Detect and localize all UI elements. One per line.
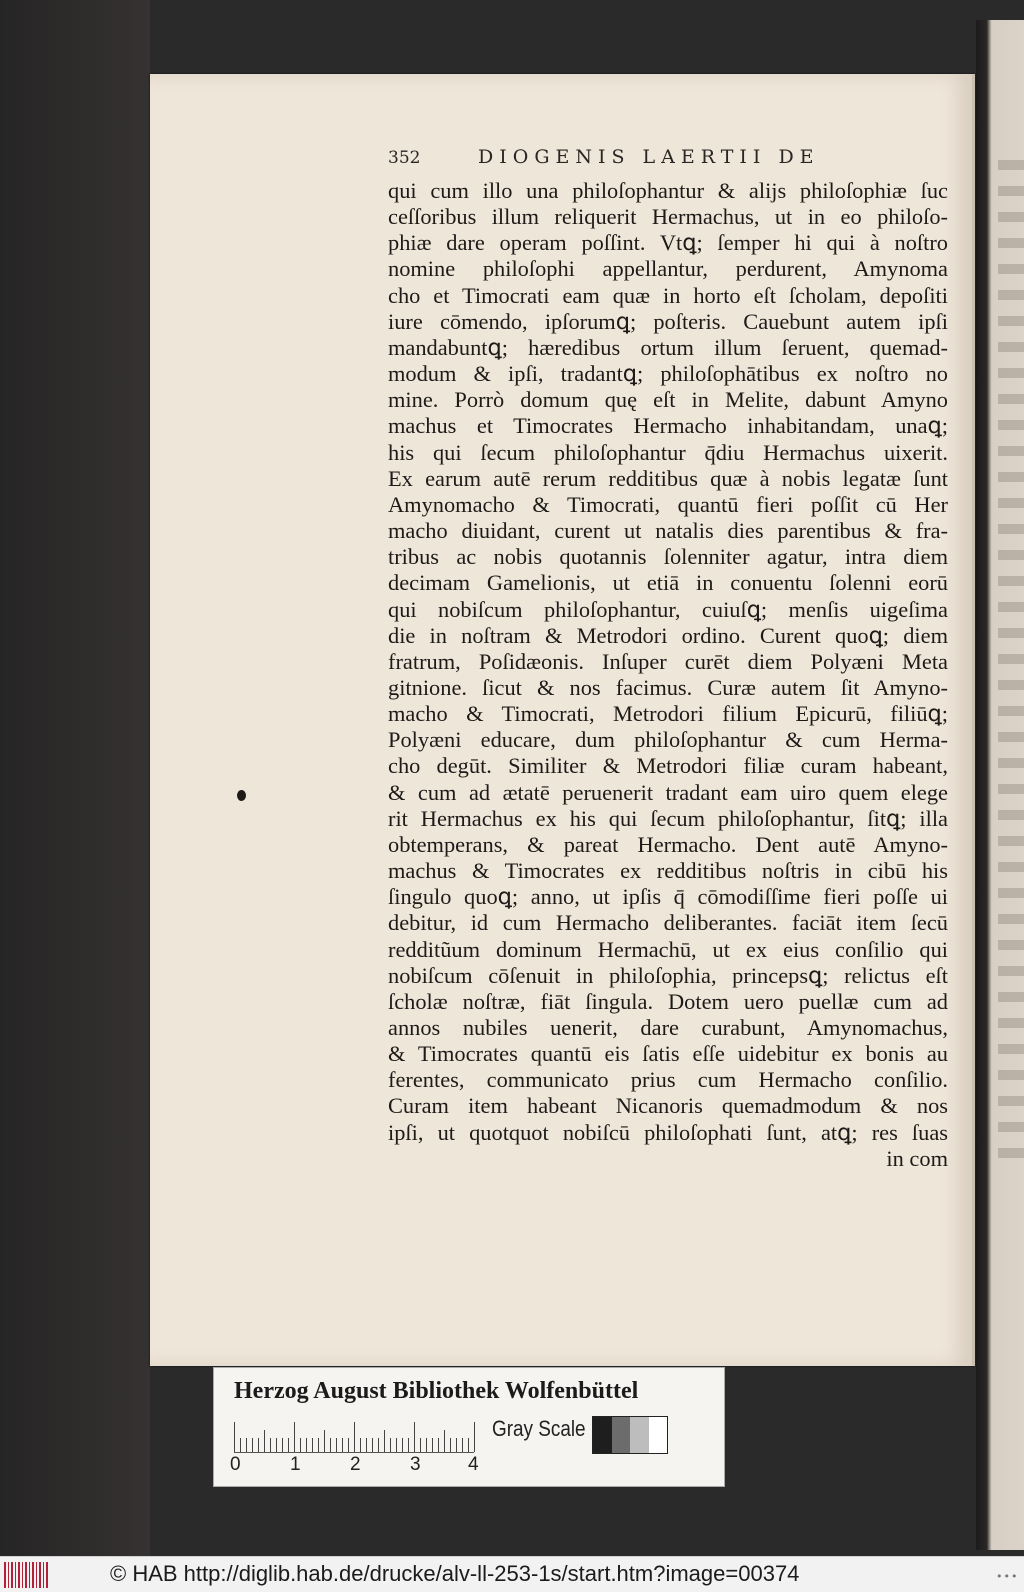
text-line: & Timocrates quantū eis ſatis eſſe uidebitur ex bonis au bbox=[388, 1041, 948, 1067]
ruler-tick bbox=[306, 1438, 307, 1452]
ruler-tick bbox=[432, 1438, 433, 1452]
ruler-tick bbox=[252, 1438, 253, 1452]
text-line: ferentes, communicato prius cum Hermacho conſilio. bbox=[388, 1067, 948, 1093]
page-number: 352 bbox=[388, 148, 421, 168]
footer-copyright-url[interactable]: © HAB http://diglib.hab.de/drucke/alv-ll-253-1s/start.htm?image=00374 bbox=[110, 1561, 800, 1586]
ruler-tick bbox=[468, 1438, 469, 1452]
text-line: modum & ipſi, tradantꝗ; philoſophātibus ex noſtro no bbox=[388, 361, 948, 387]
text-line: nobiſcum cōſenuit in philoſophia, princepsꝗ; relictus eſt bbox=[388, 962, 948, 988]
ruler-tick bbox=[270, 1438, 271, 1452]
ruler-tick bbox=[438, 1438, 439, 1452]
gray-swatch bbox=[630, 1417, 649, 1453]
text-line: macho & Timocrati, Metrodori filium Epicurū, filiūꝗ; bbox=[388, 701, 948, 727]
text-line: debitur, id cum Hermacho deliberantes. faciāt item ſecū bbox=[388, 910, 948, 936]
text-line: ſcholæ noſtræ, fiāt ſingula. Dotem uero puellæ cum ad bbox=[388, 988, 948, 1014]
text-line: mandabuntꝗ; hæredibus ortum illum ſeruent, quemad- bbox=[388, 334, 948, 360]
ruler-tick bbox=[426, 1438, 427, 1452]
text-line: Amynomacho & Timocrati, quantū fieri poſſit cū Her bbox=[388, 491, 948, 517]
ruler-tick bbox=[456, 1438, 457, 1452]
text-line: decimam Gamelionis, ut etiā in conuentu ſolenni eorū bbox=[388, 570, 948, 596]
ink-spot bbox=[237, 790, 246, 801]
ruler-tick bbox=[336, 1438, 337, 1452]
gray-scale-label: Gray Scale bbox=[492, 1416, 586, 1441]
text-line: nomine philoſophi appellantur, perdurent, Amynoma bbox=[388, 256, 948, 282]
ruler-tick bbox=[360, 1438, 361, 1452]
more-options-icon[interactable]: ••• bbox=[996, 1570, 1019, 1583]
text-line: macho diuidant, curent ut natalis dies parentibus & fra- bbox=[388, 518, 948, 544]
running-head bbox=[388, 146, 1008, 168]
ruler-tick bbox=[258, 1438, 259, 1452]
text-line: & cum ad ætatē peruenerit tradant eam uiro quem elege bbox=[388, 779, 948, 805]
text-line: Curam item habeant Nicanoris quemadmodum & nos bbox=[388, 1093, 948, 1119]
text-line: rit Hermachus ex his qui ſecum philoſophantur, ſitꝗ; illa bbox=[388, 805, 948, 831]
ruler-tick bbox=[378, 1438, 379, 1452]
ruler-tick bbox=[354, 1422, 355, 1452]
dark-background bbox=[0, 0, 150, 1556]
ruler-tick bbox=[414, 1422, 415, 1452]
ruler-baseline bbox=[234, 1452, 474, 1453]
book-page bbox=[150, 74, 975, 1366]
ruler-tick bbox=[318, 1438, 319, 1452]
ruler-number-4: 4 bbox=[468, 1454, 479, 1475]
hab-logo-icon bbox=[4, 1562, 48, 1588]
ruler-tick bbox=[324, 1430, 325, 1452]
ruler-tick bbox=[384, 1430, 385, 1452]
ruler-number-1: 1 bbox=[290, 1454, 301, 1475]
gray-swatch bbox=[649, 1417, 668, 1453]
ruler-tick bbox=[294, 1422, 295, 1452]
ruler-tick bbox=[300, 1438, 301, 1452]
text-line: cho et Timocrati eam quæ in horto eſt ſcholam, depoſiti bbox=[388, 282, 948, 308]
ruler-tick bbox=[396, 1438, 397, 1452]
ruler-tick bbox=[282, 1438, 283, 1452]
text-line: die in noſtram & Metrodori ordino. Curent quoꝗ; diem bbox=[388, 622, 948, 648]
text-line: gitnione. ſicut & nos facimus. Curæ autem ſit Amyno- bbox=[388, 674, 948, 700]
ruler-tick bbox=[348, 1438, 349, 1452]
ruler-tick bbox=[402, 1438, 403, 1452]
ruler-tick bbox=[330, 1438, 331, 1452]
ruler-tick bbox=[390, 1438, 391, 1452]
ruler-tick bbox=[366, 1438, 367, 1452]
ruler-tick bbox=[312, 1438, 313, 1452]
ruler-tick bbox=[240, 1438, 241, 1452]
ruler-tick bbox=[264, 1430, 265, 1452]
scale-ruler bbox=[234, 1416, 479, 1454]
ruler-tick bbox=[234, 1422, 235, 1452]
text-line: phiæ dare operam poſſint. Vtꝗ; ſemper hi qui à noſtro bbox=[388, 230, 948, 256]
ruler-tick bbox=[276, 1438, 277, 1452]
ruler-number-3: 3 bbox=[410, 1454, 421, 1475]
ruler-number-0: 0 bbox=[230, 1454, 241, 1475]
text-line: Polyæni educare, dum philoſophantur & cum Herma- bbox=[388, 727, 948, 753]
text-line: iure cōmendo, ipſorumꝗ; poſteris. Cauebunt autem ipſi bbox=[388, 308, 948, 334]
text-line: in com bbox=[886, 1145, 948, 1171]
footer-bar bbox=[0, 1556, 1024, 1592]
ruler-tick bbox=[288, 1438, 289, 1452]
gray-swatch bbox=[612, 1417, 631, 1453]
library-color-card bbox=[213, 1367, 725, 1487]
ruler-tick bbox=[450, 1438, 451, 1452]
text-line: Ex earum autē rerum redditibus quæ à nobis legatæ ſunt bbox=[388, 465, 948, 491]
text-line: machus & Timocrates ex redditibus noſtris in cibū his bbox=[388, 858, 948, 884]
ruler-tick bbox=[408, 1438, 409, 1452]
gray-scale-swatches bbox=[592, 1416, 668, 1454]
text-line: mine. Porrò domum quę eſt in Melite, dabunt Amyno bbox=[388, 387, 948, 413]
library-name: Herzog August Bibliothek Wolfenbüttel bbox=[234, 1378, 639, 1404]
text-line: ſingulo quoꝗ; anno, ut ipſis q̄ cōmodiſſime fieri poſſe ui bbox=[388, 884, 948, 910]
text-line: tribus ac nobis quotannis ſolenniter agatur, intra diem bbox=[388, 544, 948, 570]
ruler-tick bbox=[342, 1438, 343, 1452]
text-line: qui nobiſcum philoſophantur, cuiuſꝗ; menſis uigeſima bbox=[388, 596, 948, 622]
ruler-tick bbox=[372, 1438, 373, 1452]
text-line: fratrum, Poſidæonis. Inſuper curēt diem Polyæni Meta bbox=[388, 648, 948, 674]
ruler-tick bbox=[474, 1422, 475, 1452]
text-line: obtemperans, & pareat Hermacho. Dent autē Amyno- bbox=[388, 831, 948, 857]
ruler-tick bbox=[462, 1438, 463, 1452]
text-line: redditũum dominum Hermachū, ut ex eius conſilio qui bbox=[388, 936, 948, 962]
text-line: ceſſoribus illum reliquerit Hermachus, ut in eo philoſo- bbox=[388, 204, 948, 230]
running-title: DIOGENIS LAERTII DE bbox=[478, 146, 820, 168]
text-line: machus et Timocrates Hermacho inhabitandam, unaꝗ; bbox=[388, 413, 948, 439]
ruler-tick bbox=[444, 1430, 445, 1452]
ruler-tick bbox=[246, 1438, 247, 1452]
text-line: ipſi, ut quotquot nobiſcū philoſophati ſunt, atꝗ; res ſuas bbox=[388, 1119, 948, 1145]
text-line: cho degūt. Similiter & Metrodori filiæ curam habeant, bbox=[388, 753, 948, 779]
adjacent-page-text-shadow bbox=[998, 160, 1024, 1170]
text-line: qui cum illo una philoſophantur & alijs philoſophiæ ſuc bbox=[388, 178, 948, 203]
text-line: his qui ſecum philoſophantur q̄diu Hermachus uixerit. bbox=[388, 439, 948, 465]
ruler-number-2: 2 bbox=[350, 1454, 361, 1475]
gray-swatch bbox=[593, 1417, 612, 1453]
text-line: annos nubiles uenerit, dare curabunt, Amynomachus, bbox=[388, 1015, 948, 1040]
ruler-tick bbox=[420, 1438, 421, 1452]
page-text-block bbox=[388, 178, 948, 1172]
